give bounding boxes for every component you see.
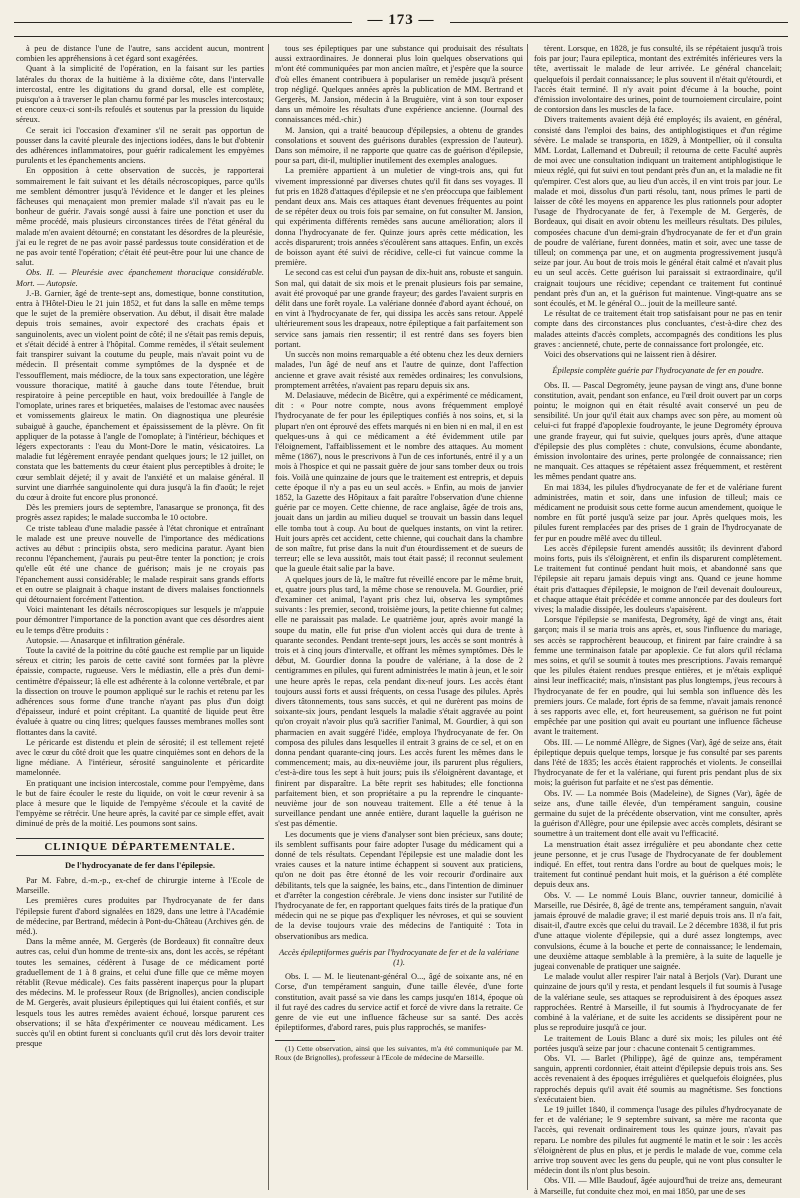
section-title: CLINIQUE DÉPARTEMENTALE. — [16, 838, 264, 856]
paragraph: Obs. III. — Le nommé Allègre, de Signes (Var), âgé de seize ans, était épileptique depuis quelque temps, lorsque je fus consulté par ses parents dans l'été de 1835; les accès étaient rapprochés et violents. Je conseillai l'hydrocyanate de fer et la valériane, qui furent pris pendant plus de six mois; la guérison fut parfaite et ne s'est pas démentie. — [534, 737, 782, 788]
paragraph: tèrent. Lorsque, en 1828, je fus consulté, ils se répétaient jusqu'à trois fois par jour; l'aura epileptica, montant des extrémités inférieures vers la tête, avertissait le malade de leur arrivée. Le général chancelait; quelquefois il perdait connaissance; le plus souvent il n'était qu'étourdi, et l'accès était terminé. Il n'y avait point d'écume à la bouche, point d'émission involontaire des urines, point de tournoiement circulaire, point de contorsion dans les muscles de la face. — [534, 44, 782, 115]
paragraph: Voici maintenant les détails nécroscopiques sur lesquels je m'appuie pour démontrer l'importance de la ponction avant que ces désordres aient eu le temps d'être produits : — [16, 605, 264, 635]
paragraph: A quelques jours de là, le maître fut réveillé encore par le même bruit, et, quatre jours plus tard, la même chose se renouvela. M. Gourdier, prié d'examiner cet animal, l'ayant pris chez lui, observa les symptômes suivants : les premier, second, troisième jours, la petite chienne fut calme; elle ne paraissait pas malade. Le quatrième jour, après avoir mangé la soupe du matin, elle fut prise d'un violent accès qui dura de trente à quarante secondes. Pendant trente-sept jours, les accès se sont montrés à trois et à cinq jours d'intervalle, et offrant les mêmes symptômes. Dès le début, M. Gourdier donna la poudre de valériane, à la dose de 2 centigrammes en pilules, qui furent administrées le matin à jeun, et le soir une heure après le repas, cela pendant dix-neuf jours. Les accès étant toujours aussi forts et aussi fréquents, on cessa l'usage des pilules. Après divers tâtonnements, tous sans succès, et qui ne durèrent pas moins de soixante-six jours, pendant lesquels la maladie s'était aggravée au point qu'on croyait n'avoir plus qu'à sacrifier l'animal, M. Gourdier, à qui son pharmacien en avait suggéré l'idée, employa l'hydrocyanate de fer. On composa des pilules dans lesquelles il entrait 3 grains de ce sel, et on en donna pendant quarante-cinq jours. Les accès furent les mêmes dans le commencement; mais, au dix-neuvième jour, ils parurent plus réguliers, c'est-à-dire tous les sept à huit jours; puis ils s'éloignèrent davantage, et finirent par disparaître. La bête reprit ses habitudes; elle fonctionna parfaitement bien, et son propriétaire a pu la reprendre le cinquante-neuvième jour de son nouveau traitement. Elle a été tenue à la surveillance pendant une année entière, durant laquelle la guérison ne s'est pas démentie. — [275, 574, 523, 829]
obs2-title: Obs. II. — Pleurésie avec épanchement thoracique considérable. Mort. — Autopsie. — [16, 268, 264, 288]
paragraph: Quant à la simplicité de l'opération, en la faisant sur les parties latérales du thorax de la huitième à la dixième côte, dans l'intervalle intercostal, entre les digitations du grand dorsal, elle est complète, puisqu'on a à traverser le plan charnu formé par les muscles intercostaux; et encore ceux-ci sont-ils refoulés et soutenus par la pression du liquide séreux. — [16, 64, 264, 125]
column-3 — [534, 44, 782, 1196]
column-separator-1 — [268, 44, 269, 1190]
paragraph: Toute la cavité de la poitrine du côté gauche est remplie par un liquide séreux et citrin; les parois de cette cavité sont formées par la plèvre épaissie, compacte, rugueuse. Vers le médiastin, elle a près d'un demi-centimètre d'épaisseur; là elle est adhérente à la colonne vertébrale, et par la dissection on trouve le poumon appliqué sur le rachis et retenu par les adhérences sous forme d'une tranche n'ayant pas plus d'un doigt d'épaisseur, induré et point crépitant. La quantité de liquide peut être évaluée à quatre ou cinq litres; quelques fausses membranes molles sont flottantes dans la cavité. — [16, 645, 264, 737]
paragraph: Obs. I. — M. le lieutenant-général O..., âgé de soixante ans, né en Corse, d'un tempérament sanguin, d'une taille élevée, d'une forte constitution, avait passé sa vie dans les camps jusqu'en 1814, époque où il fut rayé des cadres du service actif et forcé de vivre dans la retraite. Ce genre de vie eut une influence fâcheuse sur sa santé. Des accès épileptiformes, d'abord rares, puis plus rapprochés, se manifes- — [275, 972, 523, 1033]
paragraph: Un succès non moins remarquable a été obtenu chez les deux derniers malades, l'un âgé de neuf ans et l'autre de quinze, dont l'affection ancienne et grave avait résisté aux remèdes ordinaires; les convulsions, promptement arrêtées, n'avaient pas reparu depuis six ans. — [275, 350, 523, 390]
paragraph: En mai 1834, les pilules d'hydrocyanate de fer et de valériane furent administrées, matin et soir, dans une infusion de tilleul; mais ce médicament ne produisit sous cette forme aucun amendement, quoique le nombre en fût porté jusqu'à seize par jour. Après quelques mois, les pilules furent remplacées par des prises de 1 grain de l'hydrocyanate de fer pur en poudre mêlé avec du tilleul. — [534, 482, 782, 543]
paragraph: à peu de distance l'une de l'autre, sans accident aucun, montrent combien les appréhensions à cet égard sont exagérées. — [16, 44, 264, 64]
paragraph: Le péricarde est distendu et plein de sérosité; il est tellement rejeté avec le cœur du côté droit que les quatre cinquièmes sont en dehors de la ligne médiane. A l'intérieur, sérosité sanguinolente et péricardite mamelonnée. — [16, 737, 264, 778]
paragraph: Divers traitements avaient déjà été employés; ils avaient, en général, consisté dans l'emploi des bains, des antiphlogistiques et d'un régime sévère. Le malade se transporta, en 1829, à Montpellier, où il consulta MM. Lordat, Lallemand et Dubreuil; il retourna de cette Faculté auprès de moi avec une consultation indiquant un traitement antiphlogistique le mieux réglé, qui fut suivi en tout pendant près d'un an, et la maladie ne fit qu'empirer. C'est alors que, au lieu d'un accès, il en vint trois par jour. Le malade et moi, dissolus d'un parti résolu, tant, nous prîmes le parti de laisser de côté les moyens en apparence les plus rationnels pour adopter l'usage de l'hydrocyanate de fer, à l'exemple de M. Gergerès, de Bordeaux, qui disait en avoir obtenu les meilleurs résultats. Des pilules, composées chacune d'un demi-grain d'hydrocyanate de fer et d'un grain de poudre de valériane, furent données, matin et soir, avec une tasse de tilleul; on commença par une, et on augmenta progressivement jusqu'à seize par jour. Au bout de trois mois le général était calmé et n'avait plus eu un seul accès. Cette guérison lui paraissait si extraordinaire, qu'il craignait toujours une récidive; cependant ce traitement fut continué pendant près d'un an, et la guérison fut maintenue. Vingt-quatre ans se sont écoulés, et M. le général O... jouit de la meilleure santé. — [534, 115, 782, 309]
footnote: (1) Cette observation, ainsi que les suivantes, m'a été communiquée par M. Roux (de Brignolles), professeur à l'Ecole de médecine de Marseille. — [275, 1043, 523, 1062]
header-rule-right — [450, 22, 788, 23]
paragraph: Obs. VI. — Barlet (Philippe), âgé de quinze ans, tempérament sanguin, apprenti cordonnier, était atteint d'épilepsie depuis trois ans. Ses accès revenaient à des époques irrégulières et quelquefois éloignées, plus rapprochés depuis qu'il avait été soumis au magnétisme. Ses fonctions s'exécutaient bien. — [534, 1053, 782, 1104]
paragraph: tous ses épileptiques par une substance qui produisait des résultats aussi extraordinaires. Je donnerai plus loin quelques observations qui m'ont été communiquées par mon ancien maître, et j'espère que la source d'où elles émanent contribuera à populariser un remède jusqu'à présent trop négligé. Quelques années après la publication de MM. Bertrand et Gergerès, M. Jansion, médecin à la Bruguière, vint à son tour exposer dans un mémoire les résultats d'une expérience ancienne. (Journal des connaissances méd.-chir.) — [275, 44, 523, 125]
page-header — [0, 12, 800, 36]
paragraph: En opposition à cette observation de succès, je rapporterai sommairement le fait suivant et les détails nécroscopiques, parce qu'ils me semblent démontrer jusqu'à l'évidence et le danger et les pleines fâcheuses qui menaçaient mon premier malade s'il n'avait pas eu le bonheur de guérir. J'avais songé aussi à faire une ponction et user du même procédé, mais plusieurs circonstances tirées de l'état général du malade m'en avaient détourné; en constatant les désordres de la pleurésie, j'ai eu le regret de ne pas avoir passé pardessus toute considération et de ne pas avoir tenté l'opération; c'était été peut-être pour lui une chance de salut. — [16, 166, 264, 268]
paragraph: Le 19 juillet 1840, il commença l'usage des pilules d'hydrocyanate de fer et de valériane; le 9 septembre suivant, sa mère me raconta que l'accès, qui revenait ordinairement tous les quinze jours, n'avait pas reparu. Le nombre des pilules fut augmenté le matin et le soir : les accès s'éloignèrent de plus en plus, et je perdis le malade de vue, comme cela arrive trop souvent avec les gens du peuple, qui ne vont plus consulter le médecin dont ils n'ont plus besoin. — [534, 1104, 782, 1176]
page-number: — 173 — — [367, 12, 435, 28]
paragraph: M. Delasiauve, médecin de Bicêtre, qui a expérimenté ce médicament, dit : « Pour notre compte, nous avons fréquemment employé l'hydrocyanate de fer pour les épileptiques confiés à nos soins, et, si la plupart n'en ont éprouvé des effets marqués ni en bien ni en mal, il en est quelques-uns à qui ce médicament a été évidemment utile par l'éloignement, l'affaiblissement et le nombre des attaques. Au moment même (1867), nous le prescrivons à l'un de ces infortunés, entré il y a un mois à l'hospice et qui ne passait guère de jour sans tomber deux ou trois fois. Voilà une quinzaine de jours que le traitement est entrepris, et depuis cette époque il n'y a pas eu un seul accès. » Enfin, au mois de janvier 1852, la Gazette des Hôpitaux a fait paraître l'observation d'une chienne guérie par ce moyen. Cette chienne, de race anglaise, âgée de trois ans, jouait dans un jardin au milieu duquel se trouvait un bassin dans lequel elle tomba tout à coup. Au bout de quelques instants, on vint la retirer. Huit jours après cet accident, cette chienne, qui couchait dans la chambre de son maître, fut prise dans la nuit d'un étourdissement et de sueurs de terreur; elle se leva aussitôt, mais tout était passé; il reconnut seulement que la gueule était salie par la bave. — [275, 390, 523, 574]
observation-heading — [16, 268, 264, 288]
paragraph: Obs. VII. — Mlle Baudouf, âgée aujourd'hui de treize ans, demeurant à Marseille, fut conduite chez moi, en mai 1850, par une de ses — [534, 1176, 782, 1196]
column-separator-2 — [527, 44, 528, 1190]
paragraph: Les documents que je viens d'analyser sont bien précieux, sans doute; ils semblent suffisants pour faire adopter l'usage du médicament qui a donné de tels résultats. Cependant l'épilepsie est une maladie dont les vraies causes et la nature intime échappent si souvent aux praticiens, qu'on ne doit pas être étonné de les voir recourir d'ordinaire aux débilitants, tels que la saignée, les bains, etc., dans l'intention de diminuer et d'arrêter la congestion cérébrale. Je viens donc insister sur l'utilité de l'hydrocyanate de fer, en rapportant quelques faits tirés de la pratique d'un médecin qui ne se pique pas d'expliquer les névroses, et qui se souvient de la devise toujours vraie des médecins de l'antiquité : Tota in observationibus ars medica. — [275, 829, 523, 941]
paragraph: La menstruation était assez irrégulière et peu abondante chez cette jeune personne, et je crus l'usage de l'hydrocyanate de fer doublement indiqué. En effet, tout rentra dans l'ordre au bout de quelques mois; le traitement fut continué pendant huit mois, et la guérison a été complète depuis deux ans. — [534, 839, 782, 890]
paragraph: Le résultat de ce traitement était trop satisfaisant pour ne pas en tenir compte dans des circonstances plus concluantes, c'est-à-dire chez des malades atteints d'accès complets, accompagnés des conditions les plus graves : ancienneté, chute, perte de connaissance fort prolongée, etc. — [534, 309, 782, 349]
paragraph: Lorsque l'épilepsie se manifesta, Degrométy, âgé de vingt ans, était garçon; mais il se maria trois ans après, et, sous l'influence du mariage, ses accès se rapprochèrent beaucoup, et finirent par faire craindre à sa femme une terminaison fatale par apoplexie. Ce fut alors qu'il réclama mes soins, et qu'il se soumit à toutes mes prescriptions. J'avais remarqué que les pilules étaient rendues presque entières, et je m'étais expliqué ainsi leur inefficacité; mais, n'insistant pas plus longtemps, j'eus recours à l'hydrocyanate de fer en poudre, qui lui sembla son influence dès les premiers jours. Ce malade, fort épris de sa femme, n'avait jamais renoncé à ses rapports avec elle, et, fort heureusement, sa guérison ne fut point empêchée par une position qui avait eu pourtant une influence fâcheuse avant le traitement. — [534, 615, 782, 737]
paragraph: Voici des observations qui ne laissent rien à désirer. — [544, 350, 717, 360]
paragraph: Obs. II. — Pascal Degrométy, jeune paysan de vingt ans, d'une bonne constitution, avait, pendant son enfance, eu l'œil droit ouvert par un corps pointu; le moignon qui en était résulté avait conservé un peu de sensibilité. Un jour qu'il était aux champs avec son père, au moment où celui-ci fut frappé d'apoplexie foudroyante, le jeune Degrométy éprouva une grande frayeur, qui fut suivie, quelques jours après, d'une attaque d'épilepsie des plus complètes : chute, convulsions, écume abondante, émission involontaire des urines, perte prolongée de connaissance; rien ne manquait. Ces attaques se répétaient assez fréquemment, et restèrent les mêmes pendant quatre ans. — [534, 380, 782, 482]
cases-heading: Accès épileptiformes guéris par l'hydrocyanate de fer et de la valériane (1). — [279, 947, 519, 968]
paragraph: Le traitement de Louis Blanc a duré six mois; les pilules ont été portées jusqu'à seize par jour : chacune contenait 5 centigrammes. — [534, 1033, 782, 1053]
paragraph: En pratiquant une incision intercostale, comme pour l'empyème, dans le but de faire écouler le reste du liquide, on voit le cœur revenir à sa place à mesure que le liquide de l'empyème s'écoule et la cavité de l'empyème se rétrécir. Une heure après, la cavité par ce simple effet, avait diminué de près de la moitié. Les poumons sont sains. — [16, 778, 264, 829]
paragraph: Le second cas est celui d'un paysan de dix-huit ans, robuste et sanguin. Son mal, qui datait de six mois et le prenait plusieurs fois par semaine, avait été provoqué par une grande frayeur; des gardes l'avaient surpris en délit dans une forêt royale. La valériane donnée d'abord ayant échoué, on en vint à l'hydrocyanate de fer, qui dissipa les accès sans retour. Appelé ultérieurement sous les drapeaux, notre épileptique a fait parfaitement son service sans jamais rien ressentir; il est rentré dans ses foyers bien portant. — [275, 268, 523, 349]
paragraph: Le malade voulut aller respirer l'air natal à Berjols (Var). Durant une quinzaine de jours qu'il y resta, et pendant lesquels il fut soumis à l'usage de la valériane seule, ses attaques se reproduisirent à des époques assez rapprochées. Rentré à Marseille, il fut soumis à l'hydrocyanate de fer combiné à la valériane, et de suite les accidents se dissipèrent pour ne plus se reproduire jusqu'à ce jour. — [534, 972, 782, 1033]
column-2 — [275, 44, 523, 1190]
paragraph: Obs. V. — Le nommé Louis Blanc, ouvrier tanneur, domicilié à Marseille, rue Désirée, 8, âgé de trente ans, tempérament sanguin, n'avait jamais éprouvé de maladie grave; il est marié depuis trois ans. Il n'a fait, disait-il, d'autre excès que celui du travail. Le 2 décembre 1838, il fut pris d'une attaque violente d'épilepsie, qui a duré assez longtemps, avec convulsions, écume à la bouche et perte de connaissance; le lendemain, une deuxième attaque semblable à la première, à la suite de laquelle je jugeai convenable de pratiquer une saignée. — [534, 890, 782, 972]
paragraph: Les accès d'épilepsie furent amendés aussitôt; ils devinrent d'abord moins forts, puis ils s'éloignèrent, et enfin ils disparurent complètement. Le traitement fut continué pendant huit mois, et abandonné sans que l'épilepsie ait reparu jamais depuis vingt ans. Quand ce jeune homme était pris d'attaques d'épilepsie, le moignon de l'œil devenait douloureux, et chaque attaque était précédée et comme annoncée par des douleurs fort vives; la maladie dissipée, les douleurs s'apaisèrent. — [534, 543, 782, 614]
paragraph: La première appartient à un muletier de vingt-trois ans, qui fut vivement impressionné par diverses chutes qu'il fit dans ses voyages. Il fut pris en 1828 d'attaques d'épilepsie et ne s'en préoccupa que faiblement pendant deux ans. Mais ces attaques étant devenues fréquentes au point de se répéter deux ou trois fois par semaine, on fut consulter M. Jansion, qui expérimenta différents remèdes sans aucune amélioration; alors il donna l'hydrocyanate de fer. Quinze jours après cette médication, les accès disparurent; trois années s'écoulèrent sans attaques. Enfin, un excès de boisson ayant été suivi de récidive, celle-ci fut vaincue comme la première. — [275, 166, 523, 268]
paragraph: M. Jansion, qui a traité beaucoup d'épilepsies, a obtenu de grandes consolations et souvent des guérisons durables (expression de l'auteur). Dans son mémoire, il ne rapporte que quatre cas de guérison d'épilepsie, pour sa part, dit-il, multiplier inutilement des exemples analogues. — [275, 125, 523, 166]
paragraph: Les premières cures produites par l'hydrocyanate de fer dans l'épilepsie furent d'abord signalées en 1829, dans une lettre à l'Académie de médecine, par Bertrand, médecin à Pont-du-Château (Archives gén. de méd.). — [16, 896, 264, 937]
section-subtitle: De l'hydrocyanate de fer dans l'épilepsie. — [64, 859, 216, 870]
paragraph: Ce serait ici l'occasion d'examiner s'il ne serait pas opportun de pousser dans la cavité pleurale des injections iodées, dans le but d'obtenir des adhérences inflammatoires, pour guérir radicalement les empyèmes purulents et les épanchements anciens. — [16, 125, 264, 166]
paragraph: Autopsie. — Anasarque et infiltration générale. — [26, 635, 185, 645]
paragraph: Dans la même année, M. Gergerès (de Bordeaux) fit connaître deux autres cas, celui d'un homme de trente-six ans, dont les accès, se répétant toutes les semaines, cédèrent à l'usage de ce médicament porté graduellement de 1 à 8 grains, et celui d'une fille que ce même moyen rétablit (Revue médicale). Ces faits passèrent inaperçus pour la plupart des médecins. M. le professeur Roux (de Brignolles), ancien condisciple de M. Gergerès, avait plusieurs épileptiques qui lui étaient confiés, et sur lesquels tous les autres remèdes avaient échoué, lorsque parurent ces observations; il se hâta d'expérimenter ce nouveau médicament. Les succès qu'il en obtint furent si concluants qu'il crut dès lors devoir traiter presque — [16, 937, 264, 1049]
footnote-rule — [275, 1040, 335, 1041]
header-rule-left — [14, 22, 352, 23]
paragraph: Obs. IV. — La nommée Bois (Madeleine), de Signes (Var), âgée de seize ans, d'une taille élevée, d'un tempérament sanguin, cousine germaine du sujet de la précédente observation, vint me consulter, après la guérison d'Allègre, pour une épilepsie avec accès complets, désirant se soumettre à un traitement dont elle avait vu l'efficacité. — [534, 788, 782, 839]
column-1 — [16, 44, 264, 1190]
header-underline — [14, 36, 788, 37]
paragraph: Ce triste tableau d'une maladie passée à l'état chronique et entraînant le malade est une preuve nouvelle de l'importance des médications actives au début : principiis obsta, sero medicina paratur. Ayant bien reconnu l'épanchement, j'aurais pu peut-être tenter la ponction; je crois qu'elle eût été une chance de guérison; mais je ne croyais pas l'épanchement aussi considérable; le malade respirait sans grands efforts et en outre se plaignait à chaque instant de divers malaises fonctionnels qui détournaient forcément l'attention. — [16, 523, 264, 604]
paragraph: Dès les premiers jours de septembre, l'anasarque se prononça, fit des progrès assez rapides; le malade succomba le 10 octobre. — [16, 503, 264, 523]
cases-heading: Épilepsie complète guérie par l'hydrocyanate de fer en poudre. — [552, 366, 764, 376]
paragraph: J.-B. Garnier, âgé de trente-sept ans, domestique, bonne constitution, entra à l'Hôtel-Dieu le 21 juin 1852, et fut dans la salle en même temps que le sujet de la première observation. Au début, il disait être malade depuis trois semaines, avoir expectoré des crachats épais et sanguinolents, avec un violent point de côté; il ne s'était pas remis depuis, et s'était décidé à entrer à l'hôpital. Comme remèdes, il s'était seulement fait transpirer suivant la coutume du peuple, mais n'avait point vu de médecin. Il présentait comme symptômes de la dyspnée et de l'essoufflement, mais médiocre, de la toux sans expectoration, une légère voussure thoracique, matité à gauche dans toute l'étendue, bruit respiratoire à peine perceptible en haut, voix bredouillée à l'angle de l'omoplate, urines rares et briquetées, malaises de l'estomac avec nausées et vomissements glaireux le matin. On diagnostiqua une pleurésie subaiguë à gauche, épanchement et épaississement de la plèvre. On fit appliquer de la potasse à l'angle de l'omoplate; à l'intérieur, béchiques et légers expectorants : l'eau du Mont-Dore le matin, vésicatoires. La maladie fut légèrement enrayée pendant quelques jours; le 12 juillet, on constata que les battements du cœur étaient plus perceptibles à droite; le cœur semblait déjeté; il y avait de l'anxiété et un malaise général. Il survint une diarrhée sanguinolente qui dura jusqu'à la fin d'août; le rejet du cœur à droite fut encore plus prononcé. — [16, 288, 264, 502]
author-line: Par M. Fabre, d.-m.-p., ex-chef de chirurgie interne à l'Ecole de Marseille. — [16, 876, 264, 896]
